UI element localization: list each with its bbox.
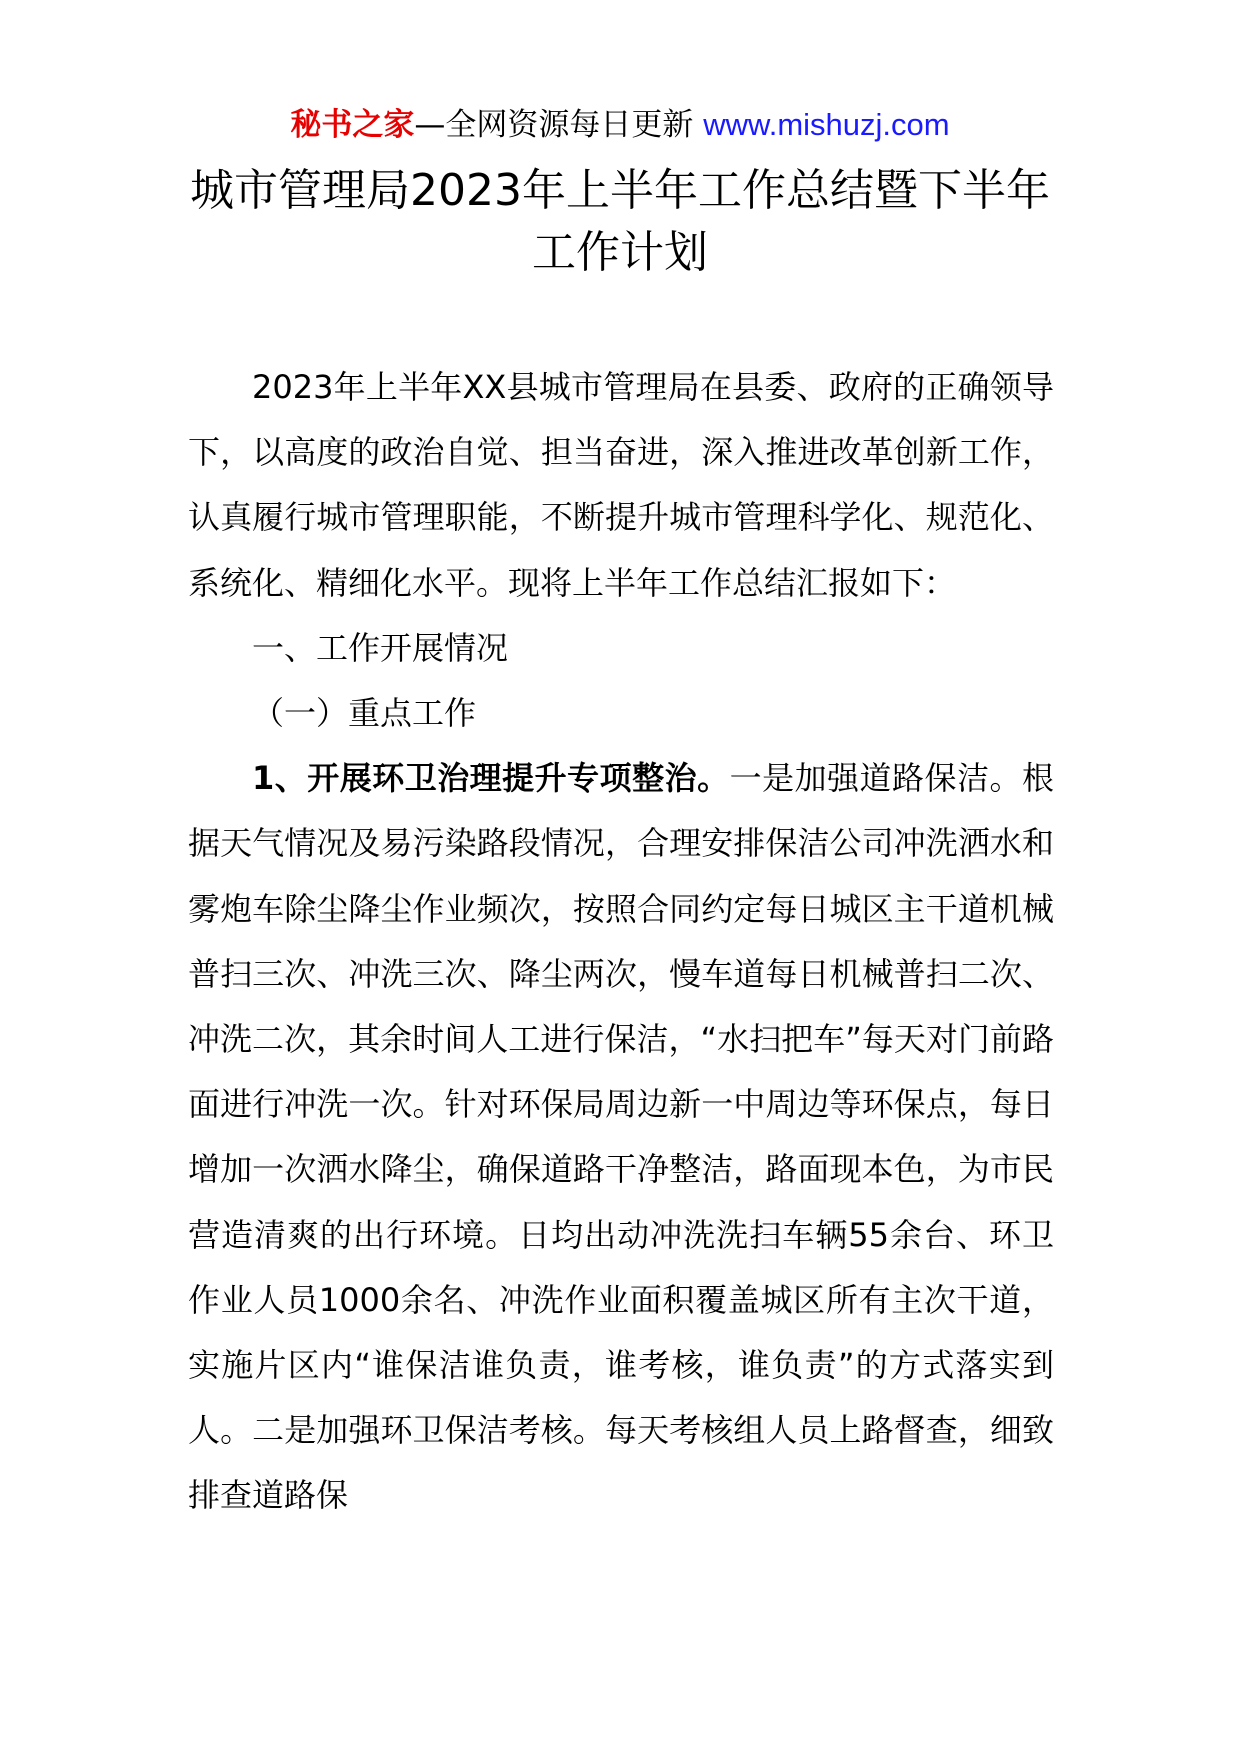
site-banner [0, 104, 1240, 146]
intro-paragraph: 2023年上半年XX县城市管理局在县委、政府的正确领导下，以高度的政治自觉、担当奋进，深入推进改革创新工作，认真履行城市管理职能，不断提升城市管理科学化、规范化、系统化、精细化水平。现将上半年工作总结汇报如下： [188, 368, 1054, 602]
document-body [188, 355, 1054, 1529]
subsection-heading: （一）重点工作 [252, 694, 477, 733]
banner-brand: 秘书之家 [290, 107, 415, 143]
item-text: 一是加强道路保洁。根据天气情况及易污染路段情况，合理安排保洁公司冲洗洒水和雾炮车除尘降尘作业频次，按照合同约定每日城区主干道机械普扫三次、冲洗三次、降尘两次，慢车道每日机械普扫二次、冲洗二次，其余时间人工进行保洁，“水扫把车”每天对门前路面进行冲洗一次。针对环保局周边新一中周边等环保点，每日增加一次洒水降尘，确保道路干净整洁，路面现本色，为市民营造清爽的出行环境。日均出动冲洗洗扫车辆55余台、环卫作业人员1000余名、冲洗作业面积覆盖城区所有主次干道，实施片区内“谁保洁谁负责，谁考核，谁负责”的方式落实到人。二是加强环卫保洁考核。每天考核组人员上路督查，细致排查道路保 [188, 759, 1054, 1515]
banner-tagline: —全网资源每日更新 [414, 107, 704, 143]
document-title: 城市管理局2023年上半年工作总结暨下半年工作计划 [190, 165, 1050, 278]
item-lead: 1、开展环卫治理提升专项整治。 [252, 759, 730, 798]
item-paragraph [188, 746, 1054, 1528]
banner-url[interactable]: www.mishuzj.com [703, 107, 950, 142]
section-heading: 一、工作开展情况 [252, 628, 509, 667]
